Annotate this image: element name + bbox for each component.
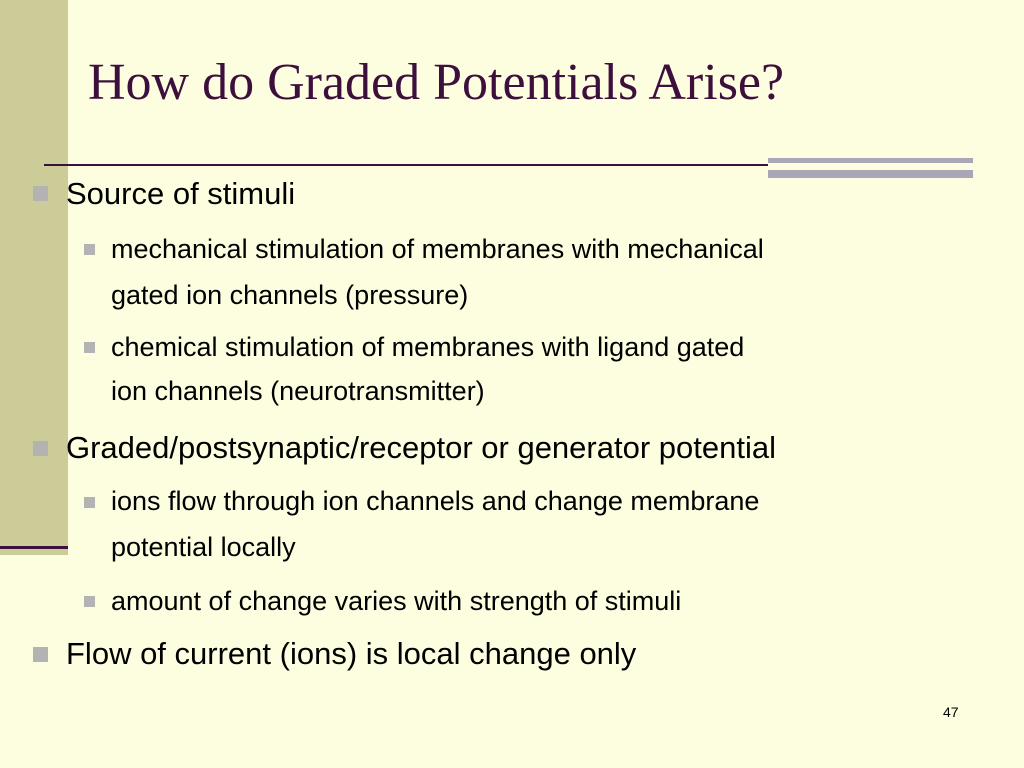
sub-bullet-marker	[84, 596, 95, 607]
decorative-bar-top	[768, 158, 973, 163]
bullet-source-of-stimuli: Source of stimuli	[66, 176, 296, 211]
sub-bullet-marker	[84, 244, 95, 255]
bullet-marker	[33, 647, 48, 662]
sub-bullet-mechanical-line-1: mechanical stimulation of membranes with mechanical	[111, 234, 764, 264]
sub-bullet-ions-flow-line-2: potential locally	[111, 532, 296, 562]
page-number: 47	[943, 704, 959, 720]
sub-bullet-amount-of-change: amount of change varies with strength of stimuli	[111, 586, 682, 616]
title-underline	[44, 164, 768, 166]
bullet-flow-of-current: Flow of current (ions) is local change only	[66, 636, 637, 671]
sub-bullet-mechanical-line-2: gated ion channels (pressure)	[111, 280, 469, 310]
slide-title: How do Graded Potentials Arise?	[88, 54, 785, 111]
bullet-marker	[33, 186, 48, 201]
decorative-bar-bottom	[768, 170, 973, 178]
left-accent-line	[0, 546, 68, 549]
bullet-graded-potential: Graded/postsynaptic/receptor or generator potential	[66, 430, 776, 465]
sub-bullet-marker	[84, 342, 95, 353]
sub-bullet-marker	[84, 497, 95, 508]
sub-bullet-chemical-line-2: ion channels (neurotransmitter)	[111, 376, 485, 406]
bullet-marker	[33, 441, 48, 456]
sub-bullet-ions-flow-line-1: ions flow through ion channels and change membrane	[111, 486, 760, 516]
sub-bullet-chemical-line-1: chemical stimulation of membranes with ligand gated	[111, 332, 745, 362]
